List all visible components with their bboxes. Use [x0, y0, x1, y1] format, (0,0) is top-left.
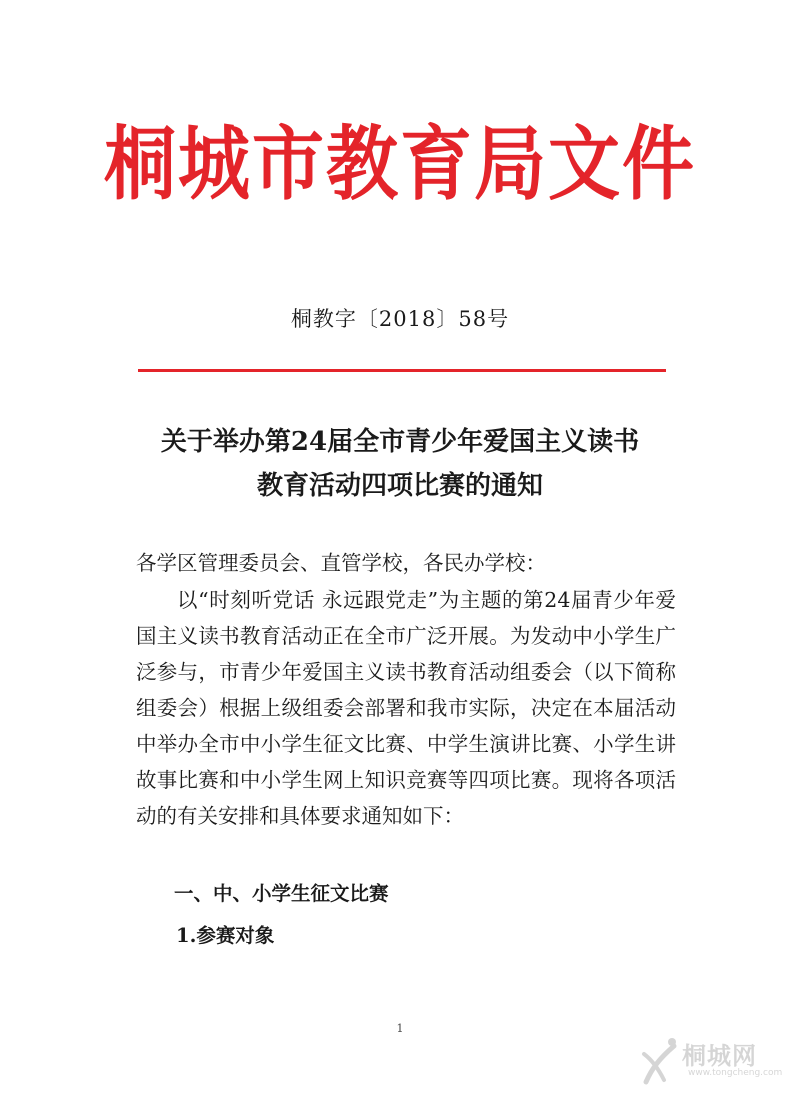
subsection-heading: 1.参赛对象 — [176, 924, 275, 947]
watermark-logo-icon — [638, 1032, 682, 1088]
title-line-2: 教育活动四项比赛的通知 — [256, 471, 543, 501]
watermark-site-name: 桐城网 — [682, 1042, 757, 1070]
document-header: 桐城市教育局文件 — [103, 116, 696, 212]
document-number: 桐教字〔2018〕58号 — [290, 307, 510, 331]
red-divider-line — [138, 369, 666, 372]
watermark-url: www.tongcheng.com — [688, 1068, 783, 1078]
title-line-1: 关于举办第24届全市青少年爱国主义读书 — [160, 427, 640, 457]
section-heading: 一、中、小学生征文比赛 — [174, 882, 389, 905]
page-number: 1 — [396, 1022, 404, 1035]
document-title — [0, 420, 800, 508]
site-watermark — [638, 1032, 788, 1092]
addressee-line: 各学区管理委员会、直管学校，各民办学校： — [136, 551, 546, 575]
body-paragraph: 以“时刻听党话 永远跟党走”为主题的第24届青少年爱国主义读书教育活动正在全市广泛开展。为发动中小学生广泛参与，市青少年爱国主义读书教育活动组委会（以下简称组委会）根据上级组委会部署和我市实际，决定在本届活动中举办全市中小学生征文比赛、中学生演讲比赛、小学生讲故事比赛和中小学生网上知识竞赛等四项比赛。现将各项活动的有关安排和具体要求通知如下： — [136, 588, 676, 828]
